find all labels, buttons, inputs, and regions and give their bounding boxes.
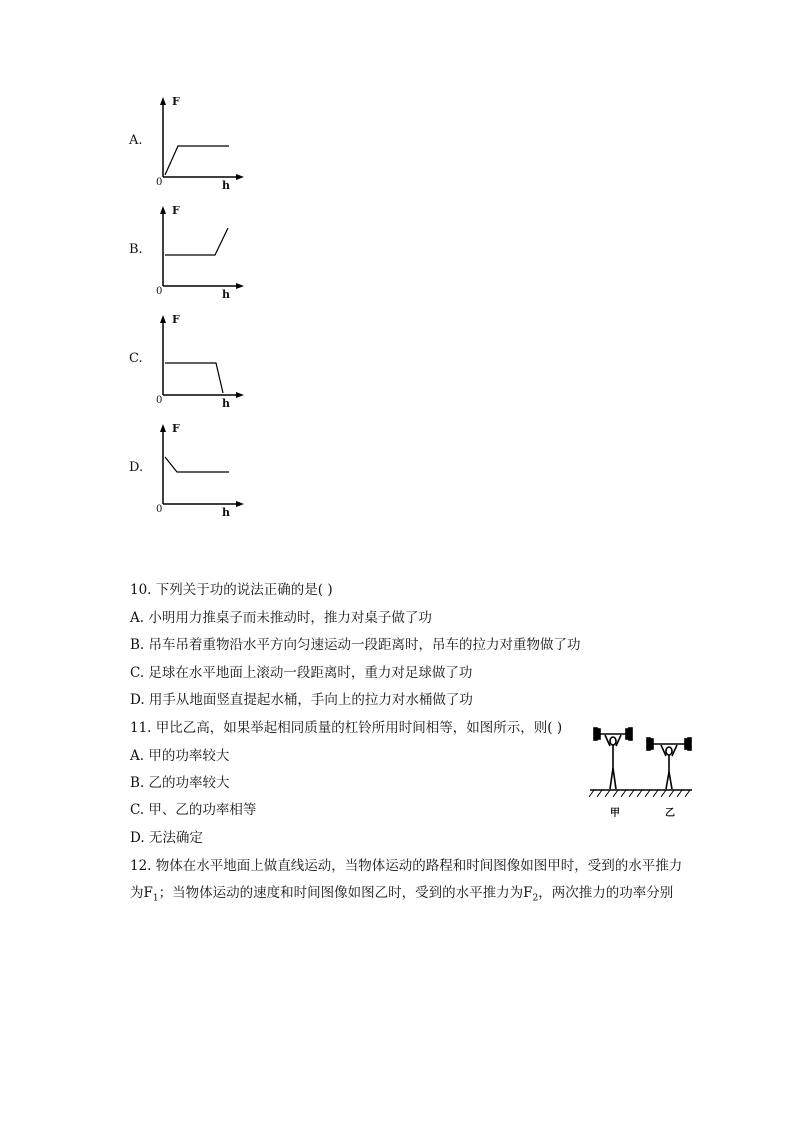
y-axis-label: F bbox=[172, 95, 180, 108]
x-axis-label: h bbox=[222, 506, 230, 519]
graph-d-plot bbox=[125, 422, 255, 522]
graph-c-curve bbox=[165, 363, 223, 393]
q12-text-b: ；当物体运动的速度和时间图像如图乙时，受到的水平推力为F bbox=[158, 885, 533, 901]
x-axis-label: h bbox=[222, 397, 230, 410]
origin-label: 0 bbox=[156, 395, 163, 406]
q11-stem: 11. 甲比乙高，如果举起相同质量的杠铃所用时间相等，如图所示，则( ) bbox=[130, 720, 563, 736]
figure-label-jia: 甲 bbox=[610, 808, 620, 819]
weightlifters-figure bbox=[588, 724, 696, 819]
graph-d-curve bbox=[165, 457, 229, 472]
lifter-jia bbox=[594, 728, 632, 789]
option-graph-c bbox=[125, 313, 255, 413]
y-axis-label: F bbox=[172, 313, 180, 326]
q11-option-a: A. 甲的功率较大 bbox=[130, 748, 230, 764]
q10-option-b: B. 吊车吊着重物沿水平方向匀速运动一段距离时，吊车的拉力对重物做了功 bbox=[130, 637, 581, 653]
option-graph-a bbox=[125, 95, 255, 195]
y-axis-label: F bbox=[172, 204, 180, 217]
q11-option-c: C. 甲、乙的功率相等 bbox=[130, 802, 257, 818]
option-graph-b bbox=[125, 204, 255, 304]
figure-label-yi: 乙 bbox=[665, 808, 675, 819]
x-axis-label: h bbox=[222, 288, 230, 301]
origin-label: 0 bbox=[156, 504, 163, 515]
x-axis-label: h bbox=[222, 179, 230, 192]
graph-b-curve bbox=[165, 228, 228, 255]
option-graph-d bbox=[125, 422, 255, 522]
origin-label: 0 bbox=[156, 177, 163, 188]
q10-option-c: C. 足球在水平地面上滚动一段距离时，重力对足球做了功 bbox=[130, 665, 473, 681]
lifter-yi bbox=[647, 738, 691, 789]
weightlifters-drawing bbox=[588, 724, 696, 819]
graph-b-plot bbox=[125, 204, 255, 304]
q12-subscript-1: 1 bbox=[152, 893, 159, 904]
graph-a-plot bbox=[125, 95, 255, 195]
y-axis-label: F bbox=[172, 422, 180, 435]
q12-line-1: 12. 物体在水平地面上做直线运动，当物体运动的路程和时间图像如图甲时，受到的水平推力 bbox=[130, 858, 683, 874]
q10-option-d: D. 用手从地面竖直提起水桶，手向上的拉力对水桶做了功 bbox=[130, 692, 473, 708]
graph-c-plot bbox=[125, 313, 255, 413]
option-letter: C. bbox=[129, 351, 143, 366]
q10-option-a: A. 小明用力推桌子而未推动时，推力对桌子做了功 bbox=[130, 610, 432, 626]
q11-option-b: B. 乙的功率较大 bbox=[130, 775, 230, 791]
q12-text-c: ，两次推力的功率分别 bbox=[538, 885, 674, 901]
q12-subscript-2: 2 bbox=[532, 893, 539, 904]
option-letter: A. bbox=[129, 133, 143, 148]
q12-text-a: 为F bbox=[130, 885, 153, 901]
option-letter: B. bbox=[129, 242, 143, 257]
option-letter: D. bbox=[129, 460, 144, 475]
q11-option-d: D. 无法确定 bbox=[130, 830, 203, 846]
origin-label: 0 bbox=[156, 286, 163, 297]
q10-stem: 10. 下列关于功的说法正确的是( ) bbox=[130, 582, 333, 598]
q12-line-2 bbox=[130, 884, 673, 908]
graph-a-curve bbox=[165, 146, 229, 175]
